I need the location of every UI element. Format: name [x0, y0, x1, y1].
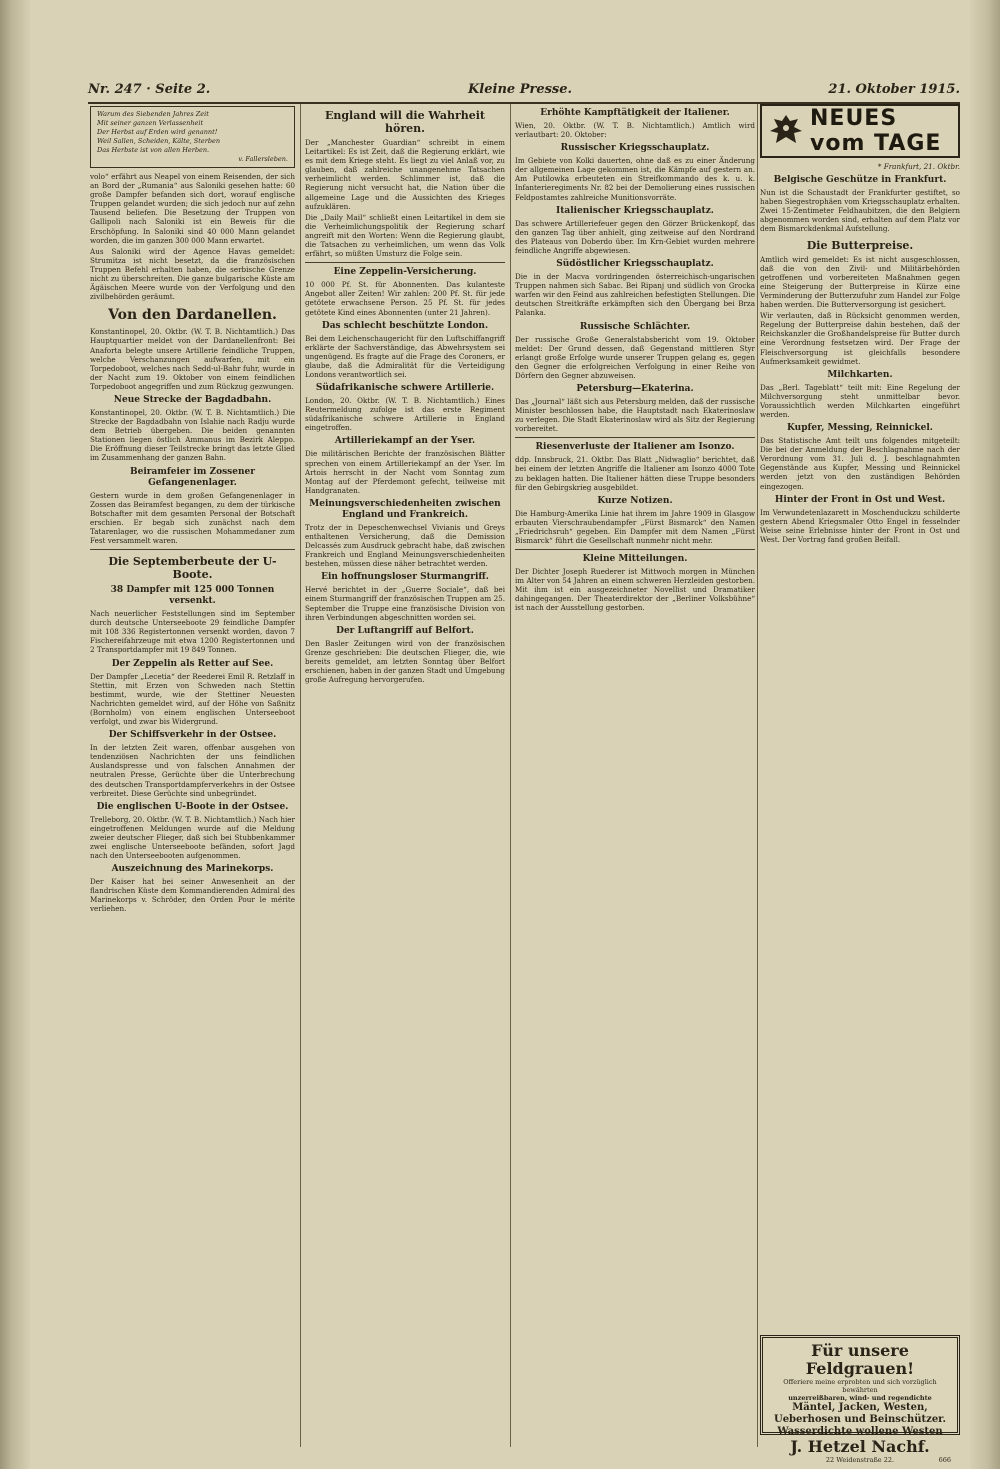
- headline-meinung: Meinungsverschiedenheiten zwischen England und Frankreich.: [309, 498, 501, 520]
- dateline: * Frankfurt, 21. Oktbr.: [877, 162, 960, 171]
- headline-yser: Artilleriekampf an der Yser.: [334, 436, 476, 447]
- column-1: [90, 104, 295, 1447]
- article-text: Trelleborg, 20. Oktbr. (W. T. B. Nichtamtlich.) Nach hier eingetroffenen Meldungen wurde auf die Meldung zweier deutscher Flieger, daß sich bei Stubbenkammer zwei englische Unterseeboote befänden, sofort Jagd nach den Unterseebooten aufgenommen.: [90, 814, 295, 861]
- article-text: ddp. Innsbruck, 21. Oktbr. Das Blatt „Nidwaglio“ berichtet, daß bei einem der letzten Angriffe die Italiener am Isonzo 4000 Tote zu beklagen hatten. Die Italiener hätten diese Truppe besonders für den Gebirgskrieg ausgebildet.: [515, 455, 755, 492]
- article-text: Im Verwundetenlazarett in Moschenduckzu schilderte gestern Abend Kriegsmaler Otto Engel in fesselnder Weise seine Erlebnisse hinter der Front in Ost und West. Der Vortrag fand großen Beifall.: [760, 507, 960, 544]
- divider: [515, 549, 755, 550]
- issue-number: Nr. 247 · Seite 2.: [88, 82, 211, 97]
- article-text: Wien, 20. Oktbr. (W. T. B. Nichtamtlich.) Amtlich wird verlautbart: 20. Oktober:: [515, 121, 755, 140]
- article-text: London, 20. Oktbr. (W. T. B. Nichtamtlich.) Eines Reutermeldung zufolge ist das erste Regiment südafrikanische schwere Artillerie in England eingetroffen.: [305, 396, 505, 433]
- article-text: Die „Daily Mail“ schließt einen Leitartikel in dem sie die Verheimlichungspolitik der Regierung scharf angreift mit den Worten: Wenn die Regierung glaubt, die Tatsachen zu verheimlichen, um wenn das Volk erfährt, so müßten Umsturz die Folge sein.: [305, 212, 505, 259]
- article-text: Den Basler Zeitungen wird von der französischen Grenze geschrieben: Die deutschen Flieger, die, wie bereits gemeldet, am letzten Sonntag über Belfort erschienen, haben in der ganzen Stadt und Umgebung große Aufregung hervorgerufen.: [305, 638, 505, 685]
- headline-italienischer-kriegsschauplatz: Italienischer Kriegsschauplatz.: [556, 205, 714, 216]
- column-rule: [510, 104, 511, 1447]
- poem-box: [90, 106, 295, 168]
- poem-line: Warum des Siebenden Jahres Zeit: [97, 110, 209, 118]
- article-text: Der Kaiser hat bei seiner Anwesenheit an der flandrischen Küste dem Kommandierenden Admiral des Marinekorps v. Schröder, den Orden Pour le mérite verliehen.: [90, 877, 295, 914]
- article-text: Im Gebiete von Kolki dauerten, ohne daß es zu einer Änderung der allgemeinen Lage gekommen ist, die Kämpfe auf gestern an. Am Putilowka erbeuteten ein Streifkommando des k. u. k. Infanterieregiments Nr. 82 bei der Demolierung eines russischen Feldpostamtes zahlreiche Munitionsvorräte.: [515, 156, 755, 202]
- headline-sturmangriff: Ein hoffnungsloser Sturmangriff.: [321, 572, 489, 583]
- page-edge: [970, 0, 1000, 1469]
- section-masthead: [760, 104, 960, 158]
- article-text: Aus Saloniki wird der Agence Havas gemeldet: Strumitza ist nicht besetzt, da die französischen Truppen Befehl erhalten haben, die serbische Grenze nicht zu überschreiten. Die ganze bulgarische Küste am Ägäischen Meere wurde von der Verfolgung und den zivilbehörden geräumt.: [90, 246, 295, 302]
- page-header: [88, 80, 960, 104]
- headline-kurze-notizen: Kurze Notizen.: [597, 495, 673, 506]
- article-text: Der russische Große Generalstabsbericht vom 19. Oktober meldet: Der Grund dessen, daß Gegenstand mittleren Styr erlangt große Erfolge wurde unserer Truppen gelang es, gegen den Gegner die erfolgreichen Verfolgung in einer Reihe von Dörfern den Gegner abzuweisen.: [515, 334, 755, 380]
- headline-marinekorps: Auszeichnung des Marinekorps.: [111, 864, 274, 875]
- article-text: Der Dampfer „Lecetia“ der Reederei Emil R. Retzlaff in Stettin, mit Erzen von Schweden nach Stettin bestimmt, wurde, wie der Stettiner Neuesten Nachrichten gemeldet wird, auf der Höhe von Saßnitz (Bornholm) von einem englischen Unterseeboot verfolgt, und zwar bis Widergrund.: [90, 671, 295, 727]
- ad-title: Für unsere Feldgrauen!: [805, 1341, 915, 1378]
- headline-suedoestlicher-kriegsschauplatz: Südöstlicher Kriegsschauplatz.: [556, 259, 714, 270]
- column-2: [305, 104, 505, 1447]
- article-text: Wir verlauten, daß in Rücksicht genommen werden, Regelung der Butterpreise dahin bestehen, daß der Reichskanzler die Großhandelspreise für Butter durch eine Verordnung festsetzen wird. Der Frage der Fleischversorgung ist gleichfalls besondere Aufmerksamkeit gewidmet.: [760, 311, 960, 366]
- headline-zeppelin-versicherung: Eine Zeppelin-Versicherung.: [333, 267, 477, 278]
- headline-bagdadbahn: Neue Strecke der Bagdadbahn.: [113, 394, 272, 405]
- headline-russischer-kriegsschauplatz: Russischer Kriegsschauplatz.: [560, 143, 710, 154]
- article-text: volo“ erfährt aus Neapel von einem Reisenden, der sich an Bord der „Rumania“ aus Saloniki gesehen hatte: 60 große Dampfer befanden sich dort, worauf englische Truppen gelandet wurden; die sich jedoch nur auf zehn Tausend beliefen. Die Besetzung der Truppen von Gallipoli nach Saloniki ist ein Beweis für die Erschöpfung. In Saloniki sind 40 000 Mann gelandet worden, die im ganzen 300 000 Mann erwartet.: [90, 172, 295, 245]
- headline-schiffsverkehr: Der Schiffsverkehr in der Ostsee.: [108, 730, 277, 741]
- eagle-emblem-icon: [766, 109, 806, 153]
- advertisement-feldgraue: [760, 1335, 960, 1464]
- column-4: [760, 104, 960, 1329]
- ad-line: unzerreißbaren, wind- und regendichte: [788, 1394, 932, 1402]
- article-text: Nun ist die Schaustadt der Frankfurter gestiftet, so haben Siegestrophäen vom Kriegsschauplatz erhalten. Zwei 15-Zentimeter Feldhaubitzen, die den Belgiern abgenommen worden sind, erhalten auf dem Platz vor dem Bismarckdenkmal Aufstellung.: [760, 188, 960, 234]
- ad-address-text: 22 Weidenstraße 22.: [825, 1456, 895, 1464]
- poem-author: v. Fallersleben.: [238, 155, 288, 163]
- ad-line: Offeriere meine erprobten und sich vorzüglich bewährten: [783, 1378, 937, 1394]
- headline-belgische-geschuetze: Belgische Geschütze in Frankfurt.: [773, 175, 947, 186]
- column-rule: [300, 104, 301, 1447]
- headline-petersburg: Petersburg—Ekaterina.: [576, 383, 694, 394]
- article-text: Nach neuerlicher Feststellungen sind im September durch deutsche Unterseeboote 29 feindliche Dampfer mit 108 336 Registertonnen versenkt worden, davon 7 Fischereifahrzeuge mit etwa 1200 Registertonnen und 2 Transportdampfer mit 19 849 Tonnen.: [90, 609, 295, 655]
- headline-kupfer: Kupfer, Messing, Reinnickel.: [787, 423, 933, 434]
- article-text: Amtlich wird gemeldet: Es ist nicht ausgeschlossen, daß die von den Zivil- und Militärbehörden getroffenen und vorbereiteten Maßnahmen gegen eine Steigerung der Butterpreise in Kürze eine Verminderung der Butterzufuhr zum Handel zur Folge haben werden. Die Butterversorgung ist gesichert.: [760, 254, 960, 310]
- poem-line: Mit seiner ganzen Verlassenheit: [97, 119, 204, 127]
- poem-line: Weil Sallen, Scheiden, Kälte, Sterben: [97, 137, 221, 145]
- headline-dardanellen: Von den Dardanellen.: [108, 307, 277, 324]
- headline-belfort: Der Luftangriff auf Belfort.: [336, 625, 474, 636]
- divider: [90, 549, 295, 550]
- headline-artillerie: Südafrikanische schwere Artillerie.: [315, 383, 495, 394]
- poem-line: Der Herbst auf Erden wird genannt!: [97, 128, 218, 136]
- headline-zeppelin-retter: Der Zeppelin als Retter auf See.: [111, 658, 274, 669]
- divider: [305, 262, 505, 263]
- page-gutter: [0, 0, 30, 1469]
- article-text: Das Statistische Amt teilt uns folgendes mitgeteilt: Die bei der Anmeldung der Beschlagnahme nach der Verordnung vom 31. Juli d. J. beschlagnahmten Gegenstände aus Kupfer, Messing und Reinnickel werden jetzt von den zuständigen Behörden eingezogen.: [760, 436, 960, 491]
- headline-schlaechter: Russische Schlächter.: [579, 321, 691, 332]
- article-text: Das „Berl. Tageblatt“ teilt mit: Eine Regelung der Milchversorgung steht unmittelbar bevor. Voraussichtlich werden Milchkarten eingeführt werden.: [760, 382, 960, 419]
- column-3: [515, 104, 755, 1447]
- article-text: Hervé berichtet in der „Guerre Sociale“, daß bei einem Sturmangriff der französischen Truppen am 25. September die Truppe eine französische Division von ihren Verbindungen abgeschnitten worden sei.: [305, 585, 505, 622]
- headline-hinter-der-front: Hinter der Front in Ost und West.: [774, 494, 946, 505]
- ad-firm-name: J. Hetzel Nachf.: [790, 1437, 930, 1456]
- article-text: Trotz der in Depeschenwechsel Vivianis und Greys enthaltenen Versicherung, daß die Demission Delcassés zum Ausdruck gebracht habe, daß zwischen Frankreich und England Meinungsverschiedenheiten bestehen, müssen diese näher betrachtet werden.: [305, 522, 505, 569]
- article-text: Gestern wurde in dem großen Gefangenenlager in Zossen das Beiramfest begangen, zu dem der türkische Botschafter mit dem gesamten Personal der Botschaft erschien. Er begab sich zunächst nach dem Tatarenlager, wo die russischen Mohammedaner zum Fest versammelt waren.: [90, 490, 295, 545]
- article-text: Das schwere Artilleriefeuer gegen den Görzer Brückenkopf, das den ganzen Tag über anhielt, ging zeitweise auf den Nordrand des Plateaus von Doberdo über. Im Krn-Gebiet wurden mehrere feindliche Angriffe abgewiesen.: [515, 218, 755, 255]
- article-text: In der letzten Zeit waren, offenbar ausgehen von tendenziösen Nachrichten der uns feindlichen Auslandspresse und von falschen Annahmen der neutralen Presse, Gerüchte über die Unterbrechung des deutschen Transportdampferverkehrs in der Ostsee verbreitet. Diese Gerüchte sind unbegründet.: [90, 743, 295, 798]
- headline-milchkarten: Milchkarten.: [827, 369, 893, 380]
- masthead-title: NEUES vom TAGE: [810, 106, 942, 156]
- article-text: Der Dichter Joseph Ruederer ist Mittwoch morgen in München im Alter von 54 Jahren an einem schweren Herzleiden gestorben. Mit ihm ist ein ausgezeichneter Novellist und Dramatiker dahingegangen. Der Theaterdirektor der „Berliner Volksbühne“ ist nach der Ausstellung gestorben.: [515, 567, 755, 613]
- article-text: Das „Journal“ läßt sich aus Petersburg melden, daß der russische Minister beschlossen habe, die Hauptstadt nach Ekaterinoslaw zu verlegen. Die Stadt Ekaterinoslaw wird als Sitz der Regierung vorbereitet.: [515, 396, 755, 434]
- ad-line: Mäntel, Jacken, Westen,: [792, 1402, 928, 1413]
- column-rule: [757, 104, 758, 1447]
- ad-line: Ueberhosen und Beinschützer.: [773, 1414, 947, 1425]
- headline-verluste: Riesenverluste der Italiener am Isonzo.: [535, 442, 735, 453]
- ad-address: [769, 1456, 951, 1464]
- headline-beiramfeier: Beiramfeier im Zossener Gefangenenlager.: [130, 466, 255, 488]
- article-text: 10 000 Pf. St. für Abonnenten. Das kulanteste Angebot aller Zeiten! Wir zahlen: 200 Pf. St. für jede getötete erwachsene Person. 25 Pf. St. für jedes getötete Kind eines Abonnenten (unter 21 Jahren).: [305, 280, 505, 317]
- headline-uboote: Die Septemberbeute der U-Boote.: [108, 555, 277, 582]
- article-text: Die militärischen Berichte der französischen Blätter sprechen von einem Artilleriekampf an der Yser. Im Artois herrscht in der Nacht vom Sonntag zum Montag auf der Pferdemont gefecht, teilweise mit Handgranaten.: [305, 449, 505, 495]
- article-text: Die Hamburg-Amerika Linie hat ihrem im Jahre 1909 in Glasgow erbauten Vierschraubendampfer „Fürst Bismarck“ den Namen „Friedrichsruh“ gegeben. Ein Dampfer mit dem Namen „Fürst Bismarck“ führt die Gesellschaft nunmehr nicht mehr.: [515, 508, 755, 545]
- headline-butterpreise: Die Butterpreise.: [806, 238, 914, 252]
- headline-london: Das schlecht beschützte London.: [321, 320, 489, 331]
- headline-kleine-mitteilungen: Kleine Mitteilungen.: [582, 554, 688, 565]
- article-text: Konstantinopel, 20. Oktbr. (W. T. B. Nichtamtlich.) Das Hauptquartier meldet von der Dardanellenfront: Bei Anaforta belegte unsere Artillerie feindliche Truppen, welche Verschanzungen aufwarfen, mit ein Torpedoboot, welches nach Sedd-ul-Bahr fuhr, wurde in der Nacht zum 19. Oktober von einem feindlichen Torpedoboot angegriffen und zum Rückzug gezwungen.: [90, 327, 295, 391]
- article-text: Konstantinopel, 20. Oktbr. (W. T. B. Nichtamtlich.) Die Strecke der Bagdadbahn von Islahie nach Radju wurde dem Betrieb übergeben. Die beiden genannten Stationen liegen östlich Ammanus im Bezirk Aleppo. Die Eröffnung dieser Teilstrecke bringt das letzte Glied im Zusammenhang der ganzen Bahn.: [90, 407, 295, 463]
- article-text: Bei dem Leichenschaugericht für den Luftschiffangriff erklärte der Sachverständige, das Abwehrsystem sei ungenügend. Es fragte auf die Frage des Coroners, er glaube, daß die Admiralität für die Verteidigung Londons verantwortlich sei.: [305, 333, 505, 379]
- ad-line: Wasserdichte wollene Westen: [777, 1426, 943, 1437]
- divider: [515, 437, 755, 438]
- issue-date: 21. Oktober 1915.: [828, 82, 960, 97]
- article-text: Der „Manchester Guardian“ schreibt in einem Leitartikel: Es ist Zeit, daß die Regierung erklärt, wie es mit dem Kriege steht. Es liegt zu viel Anlaß vor, zu glauben, daß zahlreiche unangenehme Tatsachen verheimlicht werden. Schlimmer ist, daß die Regierung nicht versucht hat, die Nation über die allgemeine Lage und die Aussichten des Krieges aufzuklären.: [305, 138, 505, 211]
- headline-england: England will die Wahrheit hören.: [324, 109, 485, 135]
- subheadline-uboote: 38 Dampfer mit 125 000 Tonnen versenkt.: [110, 585, 275, 607]
- poem-line: Das Herbste ist von allen Herben.: [97, 146, 210, 154]
- headline-italien: Erhöhte Kampftätigkeit der Italiener.: [540, 108, 730, 118]
- article-text: Die in der Macva vordringenden österreichisch-ungarischen Truppen nahmen sich Sabac. Bei Ripanj und südlich von Grocka warfen wir den Feind aus zahlreichen befestigten Stellungen. Die deutschen Streitkräfte erkämpften sich den Übergang bei Brza Palanka.: [515, 272, 755, 318]
- paper-title: Kleine Presse.: [468, 82, 573, 97]
- headline-englische-uboote: Die englischen U-Boote in der Ostsee.: [96, 801, 289, 812]
- ad-code: 666: [938, 1456, 951, 1464]
